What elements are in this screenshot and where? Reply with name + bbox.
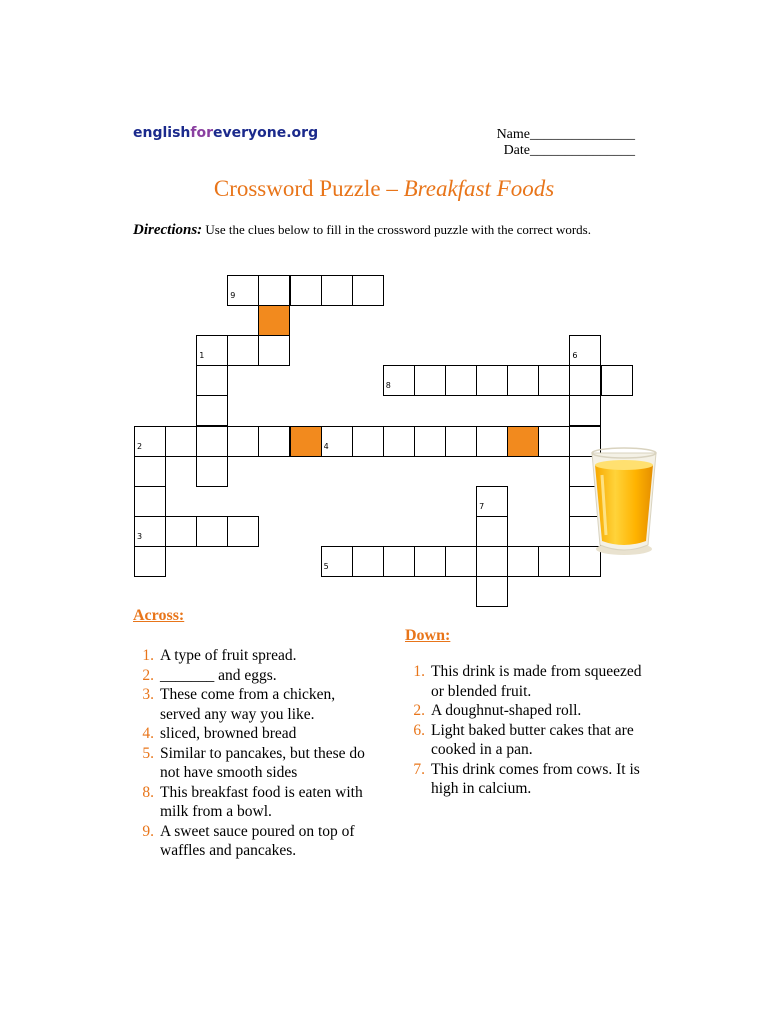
crossword-cell[interactable] xyxy=(476,516,508,547)
clue-number: 5. xyxy=(142,744,154,762)
cell-clue-number: 7 xyxy=(479,501,485,511)
crossword-cell[interactable] xyxy=(538,546,570,577)
crossword-cell[interactable] xyxy=(134,456,166,487)
crossword-cell[interactable] xyxy=(227,516,259,547)
across-clue-3 xyxy=(132,685,372,724)
clue-text: This drink comes from cows. It is high in calcium. xyxy=(431,760,640,797)
directions xyxy=(133,222,591,239)
crossword-cell-shaded xyxy=(258,305,290,336)
crossword-cell[interactable] xyxy=(569,335,601,366)
clue-text: This drink is made from squeezed or blended fruit. xyxy=(431,663,642,700)
cell-clue-number: 9 xyxy=(230,291,236,300)
crossword-cell[interactable] xyxy=(134,546,166,577)
across-clue-2 xyxy=(132,666,372,686)
title-main: Crossword Puzzle – xyxy=(213,176,404,201)
across-clue-4 xyxy=(132,724,372,744)
crossword-cell[interactable] xyxy=(134,516,166,547)
crossword-cell[interactable] xyxy=(476,546,508,577)
crossword-cell[interactable] xyxy=(227,335,259,366)
crossword-cell[interactable] xyxy=(321,275,353,306)
crossword-cell[interactable] xyxy=(476,576,508,607)
down-clue-6 xyxy=(403,721,643,760)
crossword-cell[interactable] xyxy=(196,456,228,487)
clue-number: 8. xyxy=(142,783,154,801)
across-clue-1 xyxy=(132,646,372,666)
directions-label: Directions: xyxy=(133,222,203,238)
clue-number: 7. xyxy=(413,760,425,778)
cell-clue-number: 8 xyxy=(385,381,391,391)
cell-clue-number: 5 xyxy=(323,561,329,571)
down-clue-1 xyxy=(403,662,643,701)
title-subtitle: Breakfast Foods xyxy=(403,176,555,201)
cell-clue-number: 3 xyxy=(137,531,143,541)
crossword-cell[interactable] xyxy=(569,395,601,426)
orange-juice-glass-image xyxy=(588,445,660,557)
crossword-cell[interactable] xyxy=(569,365,601,396)
crossword-cell[interactable] xyxy=(383,546,415,577)
clue-text: Similar to pancakes, but these do not have smooth sides xyxy=(160,744,365,781)
crossword-cell[interactable] xyxy=(414,426,446,457)
crossword-cell[interactable] xyxy=(165,426,197,457)
crossword-cell[interactable] xyxy=(196,516,228,547)
name-date-block xyxy=(478,127,635,159)
across-clue-5 xyxy=(132,744,372,783)
crossword-cell[interactable] xyxy=(165,516,197,547)
cell-clue-number: 1 xyxy=(199,351,205,361)
crossword-cell[interactable] xyxy=(538,426,570,457)
clue-text: These come from a chicken, served any way you like. xyxy=(160,686,336,723)
crossword-cell[interactable] xyxy=(290,275,322,306)
down-clue-list xyxy=(403,662,643,799)
crossword-cell[interactable] xyxy=(321,426,353,457)
clue-text: Light baked butter cakes that are cooked in a pan. xyxy=(431,721,634,758)
clue-number: 1. xyxy=(142,647,154,664)
crossword-cell[interactable] xyxy=(445,426,477,457)
name-line: Name_______________ xyxy=(496,127,635,142)
crossword-cell[interactable] xyxy=(196,365,228,396)
logo-part-english: english xyxy=(133,125,191,141)
crossword-cell[interactable] xyxy=(196,426,228,457)
crossword-cell[interactable] xyxy=(538,365,570,396)
clue-number: 9. xyxy=(142,822,154,840)
clue-number: 3. xyxy=(142,686,154,703)
site-logo xyxy=(133,125,318,141)
clue-number: 2. xyxy=(413,702,425,719)
crossword-cell[interactable] xyxy=(196,335,228,366)
crossword-cell[interactable] xyxy=(258,275,290,306)
cell-clue-number: 6 xyxy=(572,351,578,361)
crossword-cell[interactable] xyxy=(414,365,446,396)
crossword-cell[interactable] xyxy=(414,546,446,577)
crossword-cell[interactable] xyxy=(601,365,633,396)
crossword-cell[interactable] xyxy=(507,365,539,396)
crossword-cell[interactable] xyxy=(445,546,477,577)
across-clue-9 xyxy=(132,822,372,861)
crossword-cell[interactable] xyxy=(507,546,539,577)
crossword-cell[interactable] xyxy=(383,426,415,457)
down-clue-2 xyxy=(403,701,643,721)
cell-clue-number: 2 xyxy=(137,441,143,451)
crossword-cell-shaded xyxy=(290,426,322,457)
crossword-cell[interactable] xyxy=(134,486,166,517)
crossword-cell[interactable] xyxy=(321,546,353,577)
clue-text: _______ and eggs. xyxy=(160,666,277,684)
crossword-cell[interactable] xyxy=(352,546,384,577)
crossword-cell[interactable] xyxy=(258,335,290,366)
crossword-cell[interactable] xyxy=(196,395,228,426)
clue-number: 4. xyxy=(142,725,154,742)
clue-text: A type of fruit spread. xyxy=(160,647,297,664)
down-heading: Down: xyxy=(405,627,451,644)
logo-part-everyone: everyone.org xyxy=(213,125,319,141)
crossword-cell[interactable] xyxy=(352,275,384,306)
page-title xyxy=(0,176,768,202)
crossword-cell-shaded xyxy=(507,426,539,457)
across-clue-list xyxy=(132,646,372,861)
across-clue-8 xyxy=(132,783,372,822)
crossword-cell[interactable] xyxy=(227,275,259,306)
clue-text: A sweet sauce poured on top of waffles and pancakes. xyxy=(160,822,355,859)
date-line: Date_______________ xyxy=(503,143,635,158)
cell-clue-number: 4 xyxy=(323,441,329,451)
crossword-cell[interactable] xyxy=(352,426,384,457)
crossword-cell[interactable] xyxy=(476,486,508,517)
clue-number: 1. xyxy=(413,663,425,680)
crossword-cell[interactable] xyxy=(227,426,259,457)
clue-text: sliced, browned bread xyxy=(160,725,297,742)
down-clue-7 xyxy=(403,760,643,799)
logo-part-for: for xyxy=(190,125,214,141)
crossword-cell[interactable] xyxy=(476,365,508,396)
clue-text: This breakfast food is eaten with milk from a bowl. xyxy=(160,783,363,820)
crossword-cell[interactable] xyxy=(445,365,477,396)
clue-number: 2. xyxy=(142,666,154,684)
crossword-cell[interactable] xyxy=(134,426,166,457)
crossword-cell[interactable] xyxy=(383,365,415,396)
across-heading: Across: xyxy=(133,607,185,624)
directions-text: Use the clues below to fill in the crossword puzzle with the correct words. xyxy=(202,222,591,237)
clue-number: 6. xyxy=(413,721,425,739)
crossword-cell[interactable] xyxy=(258,426,290,457)
clue-text: A doughnut-shaped roll. xyxy=(431,702,582,719)
crossword-cell[interactable] xyxy=(476,426,508,457)
